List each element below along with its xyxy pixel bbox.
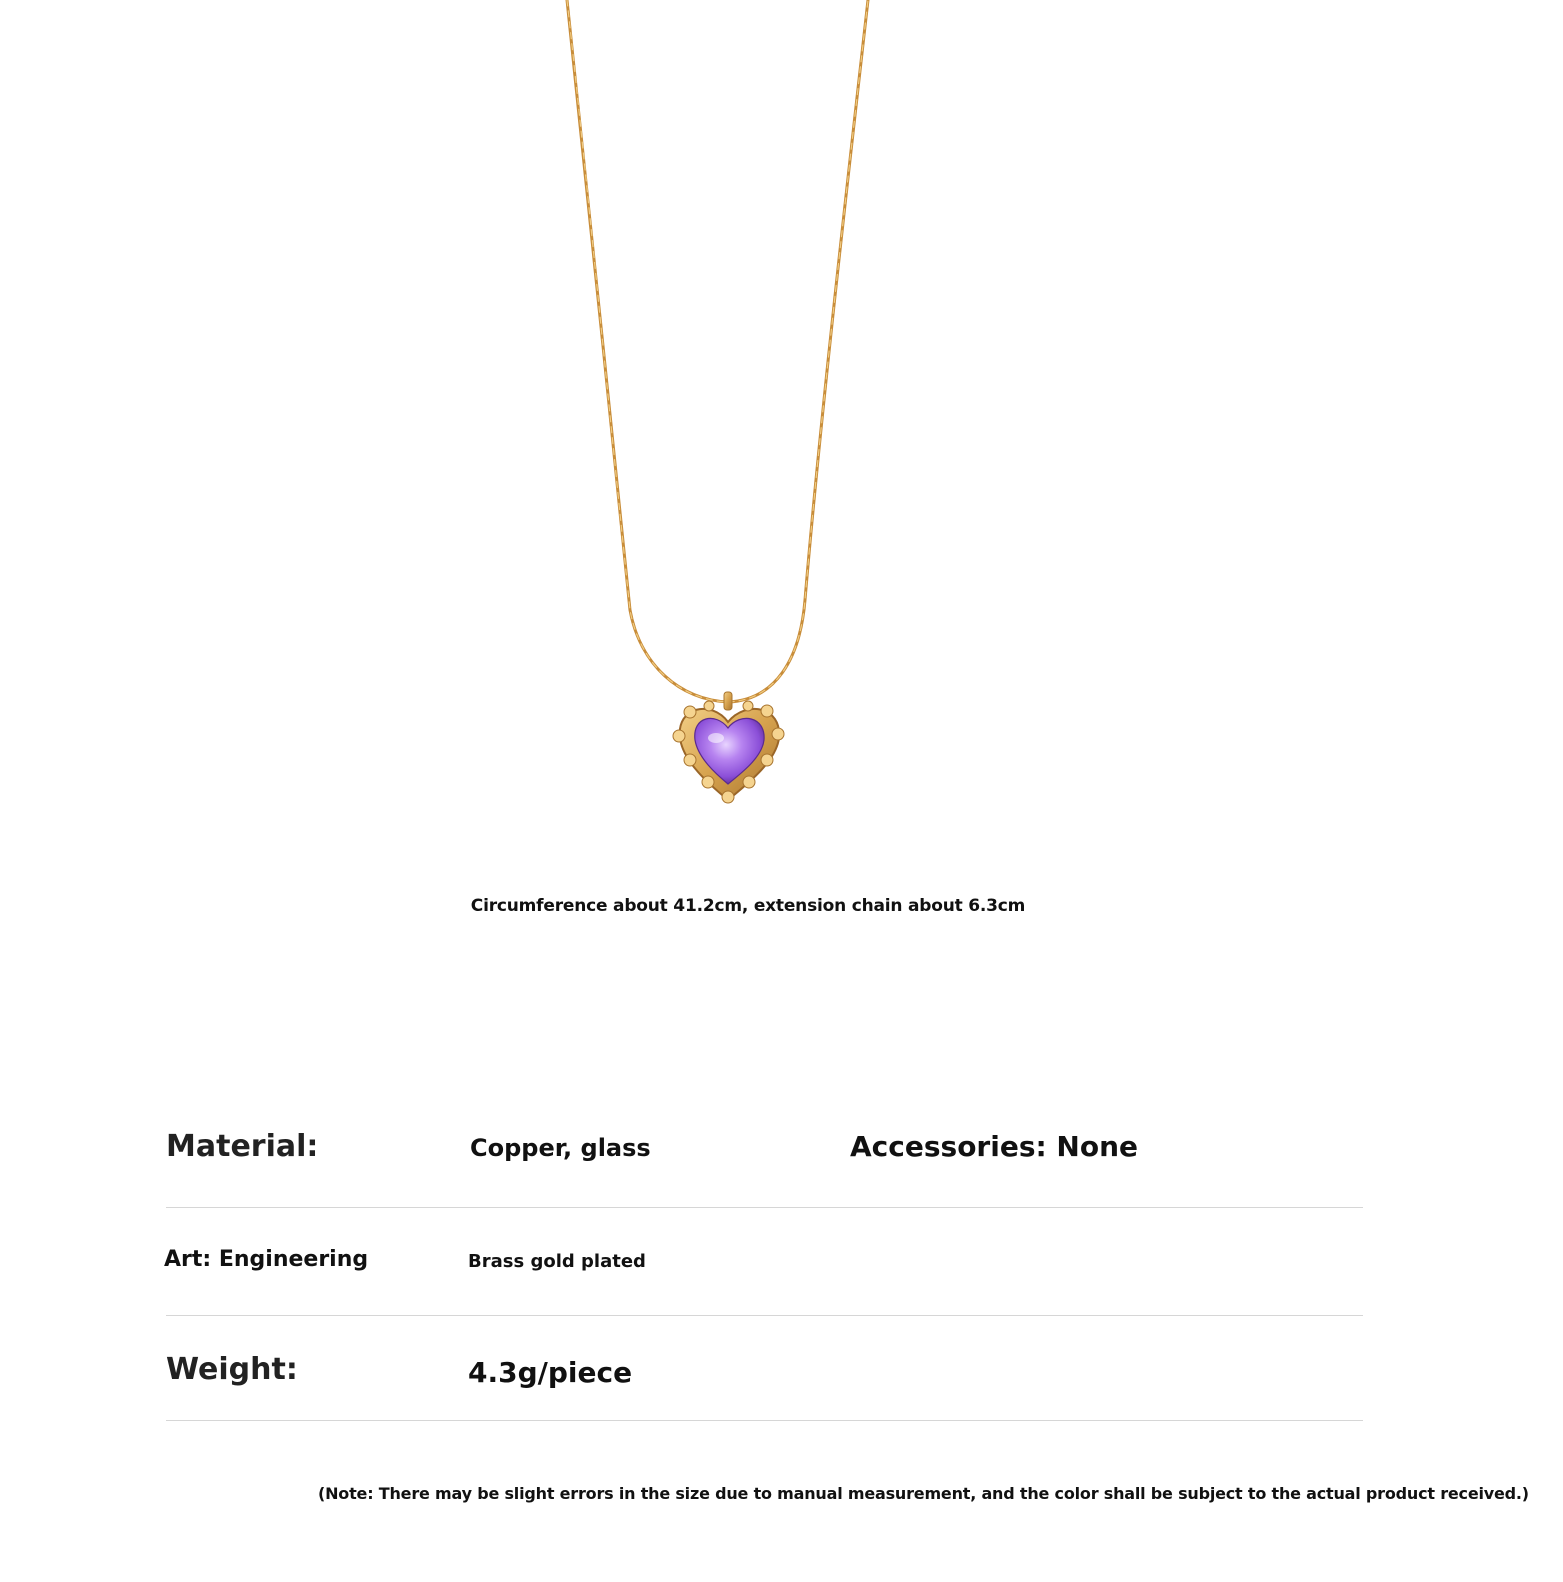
row-divider [166,1315,1363,1316]
row-divider [166,1420,1363,1421]
size-caption: Circumference about 41.2cm, extension chain about 6.3cm [470,896,1026,916]
material-value: Copper, glass [470,1134,651,1162]
row-divider [166,1207,1363,1208]
accessories-text: Accessories: None [850,1130,1139,1163]
art-label: Art: Engineering [164,1247,369,1272]
art-value: Brass gold plated [468,1251,646,1272]
measurement-note: (Note: There may be slight errors in the size due to manual measurement, and the color shall be subject to the actual product received.) [318,1484,1529,1503]
weight-value: 4.3g/piece [468,1356,633,1389]
material-label: Material: [166,1129,319,1164]
weight-label: Weight: [166,1352,298,1387]
